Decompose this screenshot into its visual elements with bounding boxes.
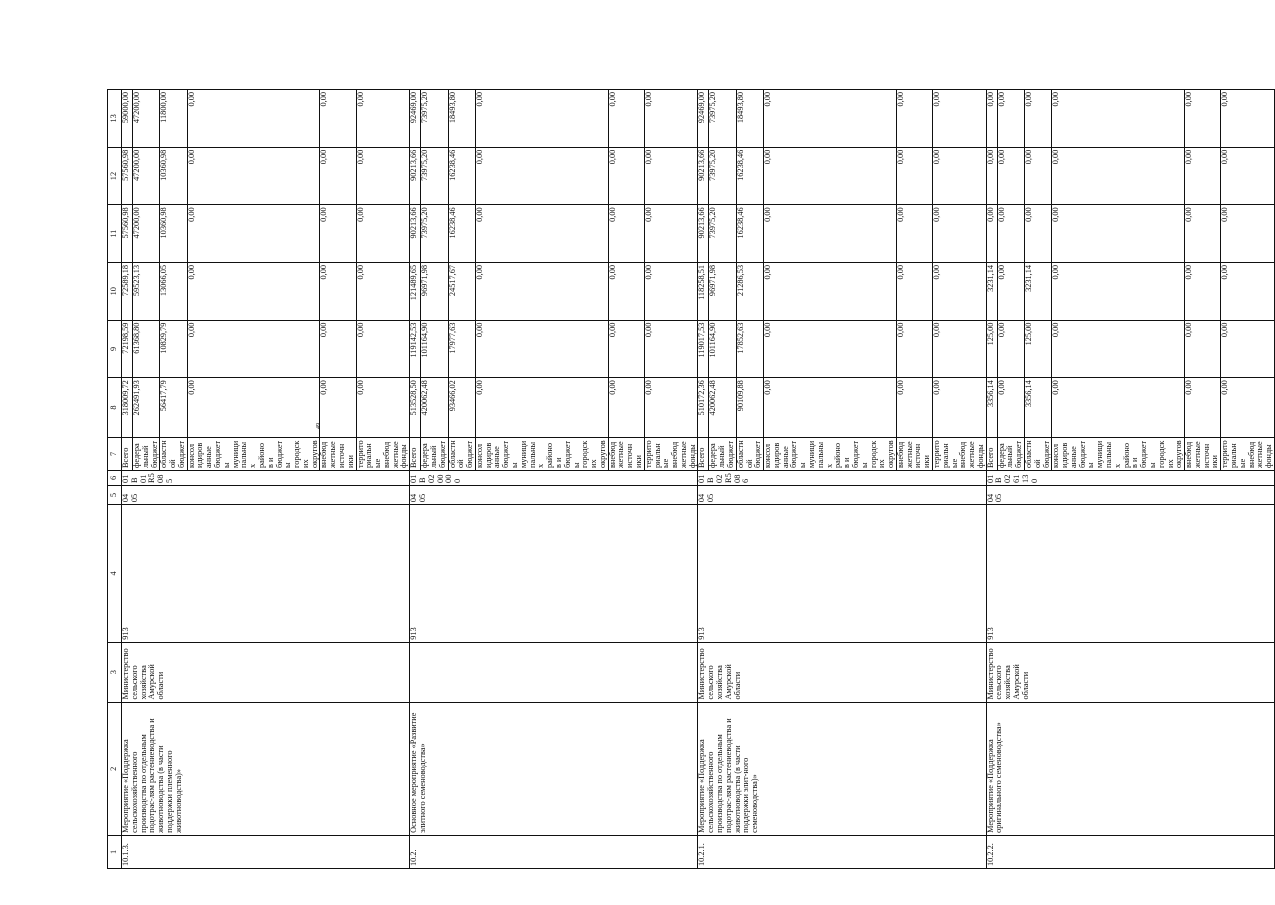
table-body [108,90,1275,869]
section-name: Мероприятие «Поддержка оригинального семеноводства» [986,702,1274,835]
amount-cell: 0,00 [1221,205,1275,263]
amount-cell: 73975,20 [421,205,448,263]
funding-source: Всего [122,437,133,470]
amount-cell: 0,00 [320,147,356,205]
amount-cell: 0,00 [475,205,608,263]
amount-cell: 16238,46 [448,205,475,263]
amount-cell: 3231,14 [986,262,997,320]
section-number: 10.2.1. [698,835,986,868]
header-cell: 2 [108,702,122,835]
amount-cell: 93466,02 [448,378,475,438]
amount-cell: 0,00 [608,320,644,378]
header-cell: 11 [108,205,122,263]
funding-source: внебюджетные источники [608,437,644,470]
amount-cell: 0,00 [997,378,1024,438]
funding-source: внебюджетные источники [1185,437,1221,470]
amount-cell: 96971,98 [421,262,448,320]
section-executor: Министерство сельского хозяйства Амурской области [122,642,410,702]
section-executor: Министерство сельского хозяйства Амурской области [698,642,986,702]
page-number: 49 [316,423,322,429]
funding-source: территориальные внебюджетные фонды [356,437,410,470]
amount-cell: 16238,46 [736,147,763,205]
code-grbs: 913 [698,505,986,643]
amount-cell: 59000,00 [122,90,133,148]
budget-table [107,89,1275,869]
amount-cell: 0,00 [187,378,320,438]
funding-source: территориальные внебюджетные фонды [1221,437,1275,470]
amount-cell: 0,00 [608,378,644,438]
amount-cell: 0,00 [320,378,356,438]
amount-cell: 96971,98 [709,262,736,320]
amount-cell: 0,00 [986,205,997,263]
amount-cell: 0,00 [644,147,698,205]
amount-cell: 262491,93 [133,378,160,438]
amount-cell: 0,00 [764,205,897,263]
funding-source: консолидированные бюджеты муниципальных районов и бюджеты городских округов [1052,437,1185,470]
amount-cell: 0,00 [608,262,644,320]
amount-cell: 0,00 [1052,262,1185,320]
header-cell: 8 [108,378,122,438]
amount-cell: 0,00 [608,147,644,205]
header-cell: 6 [108,471,122,486]
amount-cell: 0,00 [997,147,1024,205]
funding-source: областной бюджет [160,437,187,470]
amount-cell: 318009,72 [122,378,133,438]
amount-cell: 0,00 [1185,205,1221,263]
amount-cell: 125,00 [1025,320,1052,378]
amount-cell: 0,00 [1052,147,1185,205]
funding-source: внебюджетные источники [896,437,932,470]
amount-cell: 47200,00 [133,205,160,263]
amount-cell: 0,00 [1025,90,1052,148]
amount-cell: 47200,00 [133,90,160,148]
amount-cell: 10360,98 [160,205,187,263]
amount-cell: 0,00 [356,90,410,148]
header-cell: 5 [108,485,122,504]
code-rzpr: 04 05 [698,485,986,504]
amount-cell: 0,00 [187,262,320,320]
amount-cell: 0,00 [1052,90,1185,148]
code-grbs: 913 [410,505,698,643]
section-number: 10.2.2. [986,835,1274,868]
section-name: Мероприятие «Поддержка сельскохозяйственного производства по отдельным подотрас-лям растениеводства и животноводства (в части поддержки племенного животноводства)» [122,702,410,835]
amount-cell: 125,00 [986,320,997,378]
amount-cell: 72198,59 [122,320,133,378]
section-number: 10.2. [410,835,698,868]
amount-cell: 0,00 [764,147,897,205]
table-row [410,90,421,869]
amount-cell: 0,00 [764,320,897,378]
header-cell: 1 [108,835,122,868]
amount-cell: 0,00 [896,205,932,263]
amount-cell: 0,00 [1052,205,1185,263]
amount-cell: 18493,80 [448,90,475,148]
amount-cell: 0,00 [644,205,698,263]
amount-cell: 18493,80 [736,90,763,148]
amount-cell: 0,00 [1185,320,1221,378]
amount-cell: 0,00 [356,147,410,205]
funding-source: консолидированные бюджеты муниципальных районов и бюджеты городских округов [475,437,608,470]
amount-cell: 0,00 [608,205,644,263]
amount-cell: 11800,00 [160,90,187,148]
amount-cell: 0,00 [187,320,320,378]
funding-source: федеральный бюджет [421,437,448,470]
amount-cell: 0,00 [475,262,608,320]
code-csr: 01 В 02 R5086 [698,471,986,486]
amount-cell: 72589,18 [122,262,133,320]
section-name: Основное мероприятие «Развитие элитного семеноводства» [410,702,698,835]
amount-cell: 3356,14 [986,378,997,438]
amount-cell: 118258,51 [698,262,709,320]
amount-cell: 0,00 [187,90,320,148]
amount-cell: 0,00 [1185,147,1221,205]
funding-source: территориальные внебюджетные фонды [932,437,986,470]
amount-cell: 17852,63 [736,320,763,378]
amount-cell: 119142,53 [410,320,421,378]
amount-cell: 0,00 [997,320,1024,378]
amount-cell: 0,00 [1052,320,1185,378]
amount-cell: 0,00 [1221,262,1275,320]
amount-cell: 0,00 [896,147,932,205]
amount-cell: 0,00 [1221,378,1275,438]
amount-cell: 90213,66 [410,205,421,263]
amount-cell: 57560,98 [122,147,133,205]
funding-source: консолидированные бюджеты муниципальных районов и бюджеты городских округов [764,437,897,470]
amount-cell: 420062,48 [421,378,448,438]
amount-cell: 10829,79 [160,320,187,378]
amount-cell: 0,00 [932,147,986,205]
amount-cell: 16238,46 [448,147,475,205]
amount-cell: 16238,46 [736,205,763,263]
header-cell: 10 [108,262,122,320]
amount-cell: 13066,05 [160,262,187,320]
funding-source: федеральный бюджет [997,437,1024,470]
amount-cell: 73975,20 [421,147,448,205]
amount-cell: 510172,36 [698,378,709,438]
code-grbs: 913 [122,505,410,643]
funding-source: областной бюджет [736,437,763,470]
amount-cell: 73975,20 [709,205,736,263]
rotated-page [107,89,1274,869]
header-row [108,90,122,869]
amount-cell: 0,00 [932,90,986,148]
amount-cell: 47200,00 [133,147,160,205]
amount-cell: 0,00 [896,90,932,148]
section-executor: Министерство сельского хозяйства Амурской области [986,642,1274,702]
amount-cell: 0,00 [608,90,644,148]
header-cell: 9 [108,320,122,378]
amount-cell: 0,00 [475,147,608,205]
amount-cell: 57560,98 [122,205,133,263]
amount-cell: 0,00 [1221,320,1275,378]
amount-cell: 90213,66 [698,147,709,205]
amount-cell: 119017,53 [698,320,709,378]
amount-cell: 0,00 [896,378,932,438]
amount-cell: 0,00 [1185,262,1221,320]
amount-cell: 0,00 [356,262,410,320]
amount-cell: 90109,88 [736,378,763,438]
section-name: Мероприятие «Поддержка сельскохозяйственного производства по отдельным подотрас-лям растениеводства и животноводства (в части поддержки элит-ного семеноводства)» [698,702,986,835]
amount-cell: 92469,00 [410,90,421,148]
code-csr: 01 В 02 61130 [986,471,1274,486]
amount-cell: 10360,98 [160,147,187,205]
funding-source: территориальные внебюджетные фонды [644,437,698,470]
amount-cell: 513528,50 [410,378,421,438]
amount-cell: 0,00 [1221,90,1275,148]
section-number: 10.1.3. [122,835,410,868]
amount-cell: 73975,20 [709,90,736,148]
code-rzpr: 04 05 [410,485,698,504]
amount-cell: 101164,90 [421,320,448,378]
amount-cell: 0,00 [644,320,698,378]
header-cell: 12 [108,147,122,205]
section-executor [410,642,698,702]
amount-cell: 21286,53 [736,262,763,320]
amount-cell: 59523,13 [133,262,160,320]
amount-cell: 0,00 [644,90,698,148]
amount-cell: 0,00 [644,378,698,438]
amount-cell: 0,00 [1052,378,1185,438]
amount-cell: 61368,80 [133,320,160,378]
amount-cell: 0,00 [320,90,356,148]
code-rzpr: 04 05 [986,485,1274,504]
amount-cell: 0,00 [356,205,410,263]
code-grbs: 913 [986,505,1274,643]
amount-cell: 0,00 [644,262,698,320]
amount-cell: 0,00 [320,320,356,378]
amount-cell: 0,00 [475,90,608,148]
amount-cell: 0,00 [187,147,320,205]
amount-cell: 101164,90 [709,320,736,378]
code-csr: 01 В 02 00000 [410,471,698,486]
code-csr: 01 В 01 R5085 [122,471,410,486]
header-cell: 3 [108,642,122,702]
amount-cell: 0,00 [356,320,410,378]
funding-source: Всего [698,437,709,470]
funding-source: областной бюджет [448,437,475,470]
amount-cell: 0,00 [1221,147,1275,205]
table-row [698,90,709,869]
amount-cell: 0,00 [997,90,1024,148]
amount-cell: 0,00 [187,205,320,263]
funding-source: консолидированные бюджеты муниципальных районов и бюджеты городских округов [187,437,320,470]
amount-cell: 17977,63 [448,320,475,378]
amount-cell: 0,00 [986,90,997,148]
amount-cell: 0,00 [932,378,986,438]
amount-cell: 0,00 [896,320,932,378]
amount-cell: 0,00 [764,378,897,438]
amount-cell: 0,00 [320,205,356,263]
amount-cell: 0,00 [932,205,986,263]
amount-cell: 73975,20 [709,147,736,205]
amount-cell: 0,00 [475,320,608,378]
funding-source: федеральный бюджет [133,437,160,470]
amount-cell: 0,00 [932,320,986,378]
amount-cell: 0,00 [997,262,1024,320]
funding-source: Всего [986,437,997,470]
amount-cell: 420062,48 [709,378,736,438]
amount-cell: 0,00 [896,262,932,320]
header-cell: 7 [108,437,122,470]
amount-cell: 0,00 [320,262,356,320]
code-rzpr: 04 05 [122,485,410,504]
amount-cell: 92469,00 [698,90,709,148]
amount-cell: 90213,66 [698,205,709,263]
amount-cell: 0,00 [1025,205,1052,263]
amount-cell: 24517,67 [448,262,475,320]
funding-source: Всего [410,437,421,470]
amount-cell: 0,00 [1025,147,1052,205]
amount-cell: 0,00 [764,90,897,148]
header-cell: 13 [108,90,122,148]
amount-cell: 0,00 [997,205,1024,263]
amount-cell: 0,00 [1185,90,1221,148]
amount-cell: 90213,66 [410,147,421,205]
amount-cell: 3231,14 [1025,262,1052,320]
funding-source: федеральный бюджет [709,437,736,470]
amount-cell: 3356,14 [1025,378,1052,438]
amount-cell: 0,00 [932,262,986,320]
amount-cell: 121489,65 [410,262,421,320]
amount-cell: 0,00 [764,262,897,320]
amount-cell: 73975,20 [421,90,448,148]
header-cell: 4 [108,505,122,643]
funding-source: областной бюджет [1025,437,1052,470]
amount-cell: 0,00 [475,378,608,438]
table-row [986,90,997,869]
amount-cell: 0,00 [986,147,997,205]
table-row [122,90,133,869]
funding-source: внебюджетные источники [320,437,356,470]
amount-cell: 0,00 [356,378,410,438]
amount-cell: 0,00 [1185,378,1221,438]
amount-cell: 56417,79 [160,378,187,438]
